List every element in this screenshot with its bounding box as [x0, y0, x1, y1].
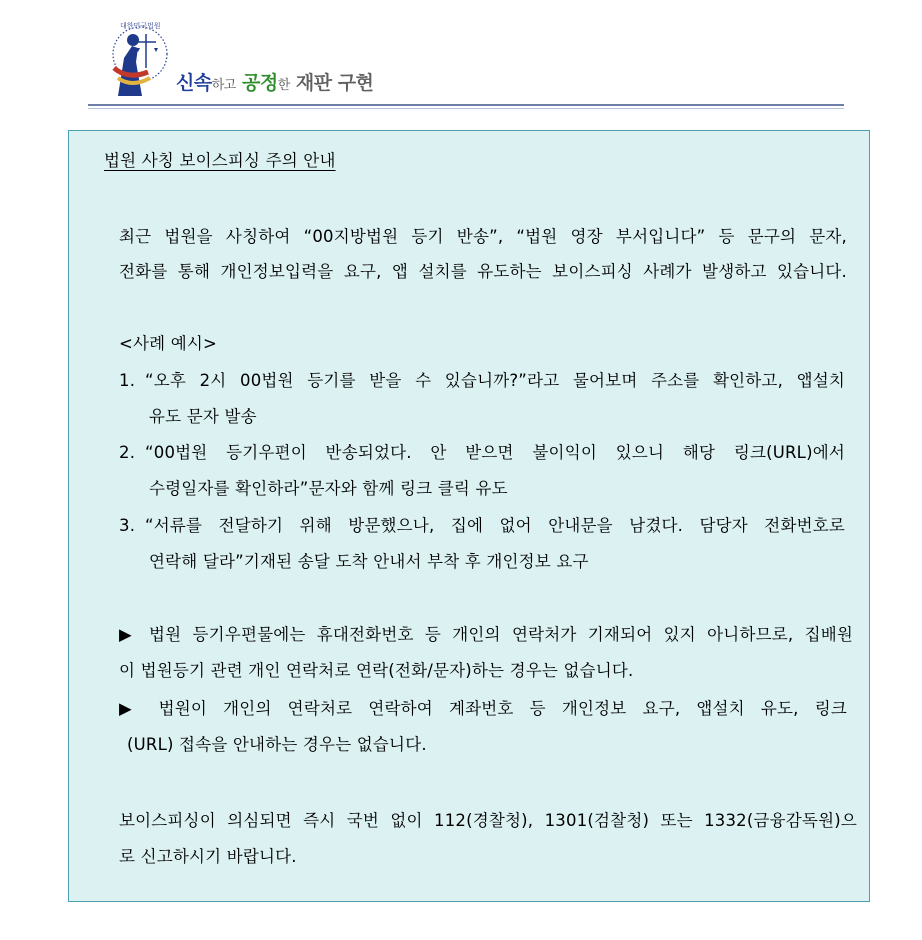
- example-1-line-1: “오후 2시 00법원 등기를 받을 수 있습니까?”라고 물어보며 주소를 확인하고, 앱설치: [145, 371, 845, 390]
- slogan: [176, 68, 373, 95]
- closing-line-1: 보이스피싱이 의심되면 즉시 국번 없이 112(경찰청), 1301(검찰청) 또는 1332(금융감독원)으: [119, 811, 857, 830]
- example-3-line-2: 연락해 달라”기재된 송달 도착 안내서 부착 후 개인정보 요구: [149, 552, 589, 571]
- intro-line-2: 전화를 통해 개인정보입력을 요구, 앱 설치를 유도하는 보이스피싱 사례가 발생하고 있습니다.: [119, 262, 847, 281]
- notice-box: [68, 130, 870, 902]
- intro-line-1: 최근 법원을 사칭하여 “00지방법원 등기 반송”, “법원 영장 부서입니다” 등 문구의 문자,: [119, 227, 847, 246]
- page-header: [0, 0, 922, 112]
- slogan-part1: 신속: [176, 72, 212, 94]
- example-number-3: 3.: [119, 516, 136, 535]
- slogan-part4: 한: [277, 78, 290, 93]
- notice-title: 법원 사칭 보이스피싱 주의 안내: [104, 151, 336, 170]
- examples-heading: <사례 예시>: [119, 334, 218, 353]
- example-number-1: 1.: [119, 371, 136, 390]
- svg-text:대한민국법원: [120, 21, 161, 30]
- header-divider-thin: [88, 108, 844, 109]
- slogan-part2: 하고: [211, 78, 236, 93]
- closing-line-2: 로 신고하시기 바랍니다.: [119, 847, 297, 866]
- slogan-part3: 공정: [241, 72, 278, 94]
- header-divider: [88, 104, 844, 106]
- example-1-line-2: 유도 문자 발송: [149, 407, 257, 426]
- slogan-part5: 재판 구현: [295, 72, 374, 94]
- example-2-line-2: 수령일자를 확인하라”문자와 함께 링크 클릭 유도: [149, 479, 508, 498]
- warning-2-line-2: (URL) 접속을 안내하는 경우는 없습니다.: [127, 735, 427, 754]
- emblem-text: 대한민국법원: [120, 22, 161, 30]
- example-number-2: 2.: [119, 443, 136, 462]
- court-emblem-logo: [84, 18, 174, 100]
- warning-2-line-1: ▶ 법원이 개인의 연락처로 연락하여 계좌번호 등 개인정보 요구, 앱설치 유도, 링크: [119, 699, 847, 718]
- example-3-line-1: “서류를 전달하기 위해 방문했으나, 집에 없어 안내문을 남겼다. 담당자 전화번호로: [145, 516, 845, 535]
- warning-1-line-1: ▶ 법원 등기우편물에는 휴대전화번호 등 개인의 연락처가 기재되어 있지 아니하므로, 집배원: [119, 625, 853, 644]
- warning-1-line-2: 이 법원등기 관련 개인 연락처로 연락(전화/문자)하는 경우는 없습니다.: [119, 661, 634, 680]
- example-2-line-1: “00법원 등기우편이 반송되었다. 안 받으면 불이익이 있으니 해당 링크(URL)에서: [145, 443, 845, 462]
